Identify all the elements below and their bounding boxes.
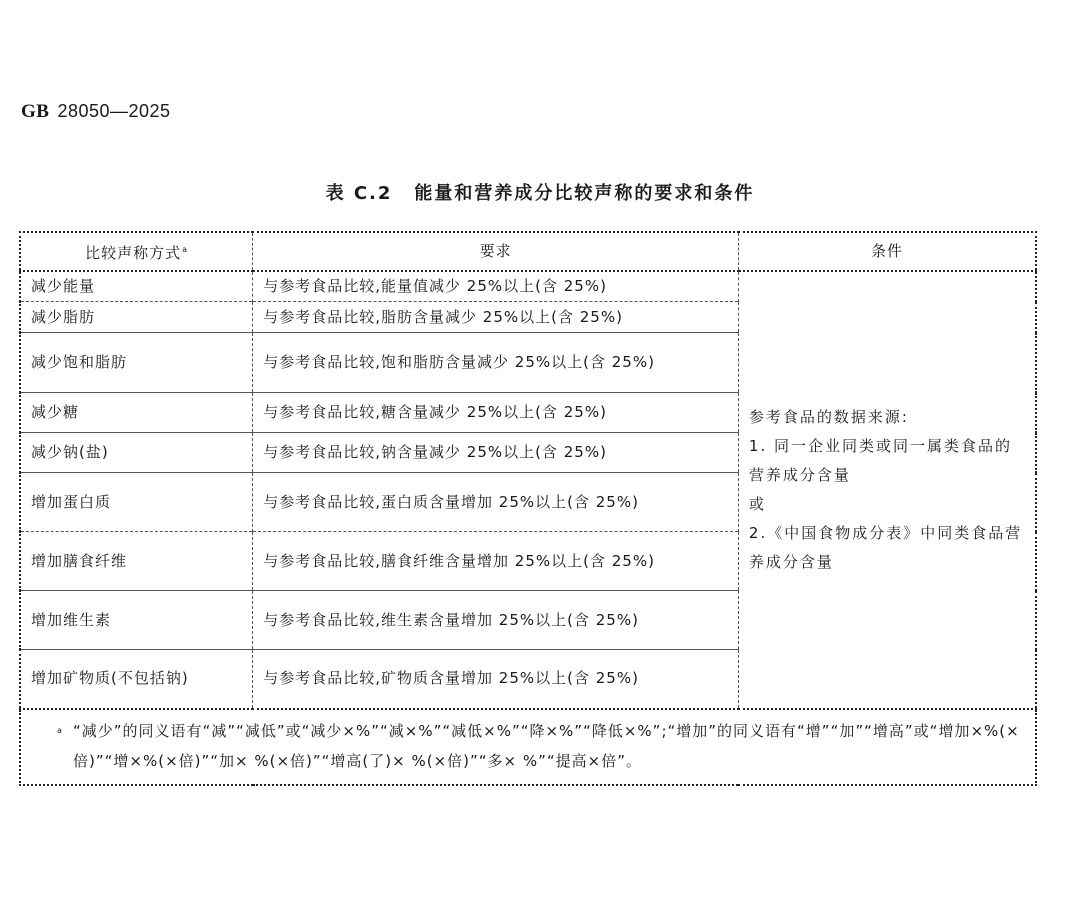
table-title: 能量和营养成分比较声称的要求和条件: [414, 183, 755, 204]
condition-item-2: 2.《中国食物成分表》中同类食品营养成分含量: [748, 523, 1023, 571]
column-header-condition: 条件: [738, 232, 1036, 271]
condition-heading: 参考食品的数据来源:: [748, 407, 909, 426]
table-footnote: [20, 709, 1036, 785]
requirement-cell: 与参考食品比较,能量值减少 25%以上(含 25%): [253, 271, 739, 302]
condition-cell: [738, 271, 1036, 709]
column-header-claim: 比较声称方式$^a$: [20, 232, 253, 271]
footnote-marker: a: [182, 245, 189, 254]
requirement-cell: 与参考食品比较,维生素含量增加 25%以上(含 25%): [253, 591, 739, 650]
claim-cell: 减少脂肪: [20, 302, 253, 333]
condition-or: 或: [748, 494, 766, 513]
claim-cell: 减少糖: [20, 393, 253, 433]
comparison-claims-table: [19, 231, 1037, 786]
table-row: [20, 271, 1036, 302]
claim-cell: 减少饱和脂肪: [20, 333, 253, 393]
claim-cell: 减少能量: [20, 271, 253, 302]
footnote-mark: a: [57, 725, 63, 735]
requirement-cell: 与参考食品比较,糖含量减少 25%以上(含 25%): [253, 393, 739, 433]
table-header-row: [20, 232, 1036, 271]
claim-cell: 增加膳食纤维: [20, 532, 253, 591]
condition-item-1: 1. 同一企业同类或同一属类食品的营养成分含量: [748, 436, 1012, 484]
requirement-cell: 与参考食品比较,钠含量减少 25%以上(含 25%): [253, 433, 739, 473]
column-header-requirement: 要求: [253, 232, 739, 271]
standard-prefix: GB: [21, 101, 50, 122]
table-footnote-row: [20, 709, 1036, 785]
footnote-text: “减少”的同义语有“减”“减低”或“减少×%”“减×%”“减低×%”“降×%”“降低×%”;“增加”的同义语有“增”“加”“增高”或“增加×%(×倍)”“增×%(×倍)”“加× %(×倍)”“增高(了)× %(×倍)”“多× %”“提高×倍”。: [73, 721, 1020, 770]
claim-cell: 增加蛋白质: [20, 473, 253, 532]
standard-number: 28050—2025: [57, 101, 171, 121]
table-caption: [0, 179, 1080, 205]
standard-code: [21, 101, 171, 123]
claim-cell: 减少钠(盐): [20, 433, 253, 473]
requirement-cell: 与参考食品比较,蛋白质含量增加 25%以上(含 25%): [253, 473, 739, 532]
claim-cell: 增加矿物质(不包括钠): [20, 650, 253, 709]
table-number: 表 C.2: [325, 183, 393, 204]
requirement-cell: 与参考食品比较,脂肪含量减少 25%以上(含 25%): [253, 302, 739, 333]
claim-cell: 增加维生素: [20, 591, 253, 650]
requirement-cell: 与参考食品比较,膳食纤维含量增加 25%以上(含 25%): [253, 532, 739, 591]
requirement-cell: 与参考食品比较,饱和脂肪含量减少 25%以上(含 25%): [253, 333, 739, 393]
requirement-cell: 与参考食品比较,矿物质含量增加 25%以上(含 25%): [253, 650, 739, 709]
